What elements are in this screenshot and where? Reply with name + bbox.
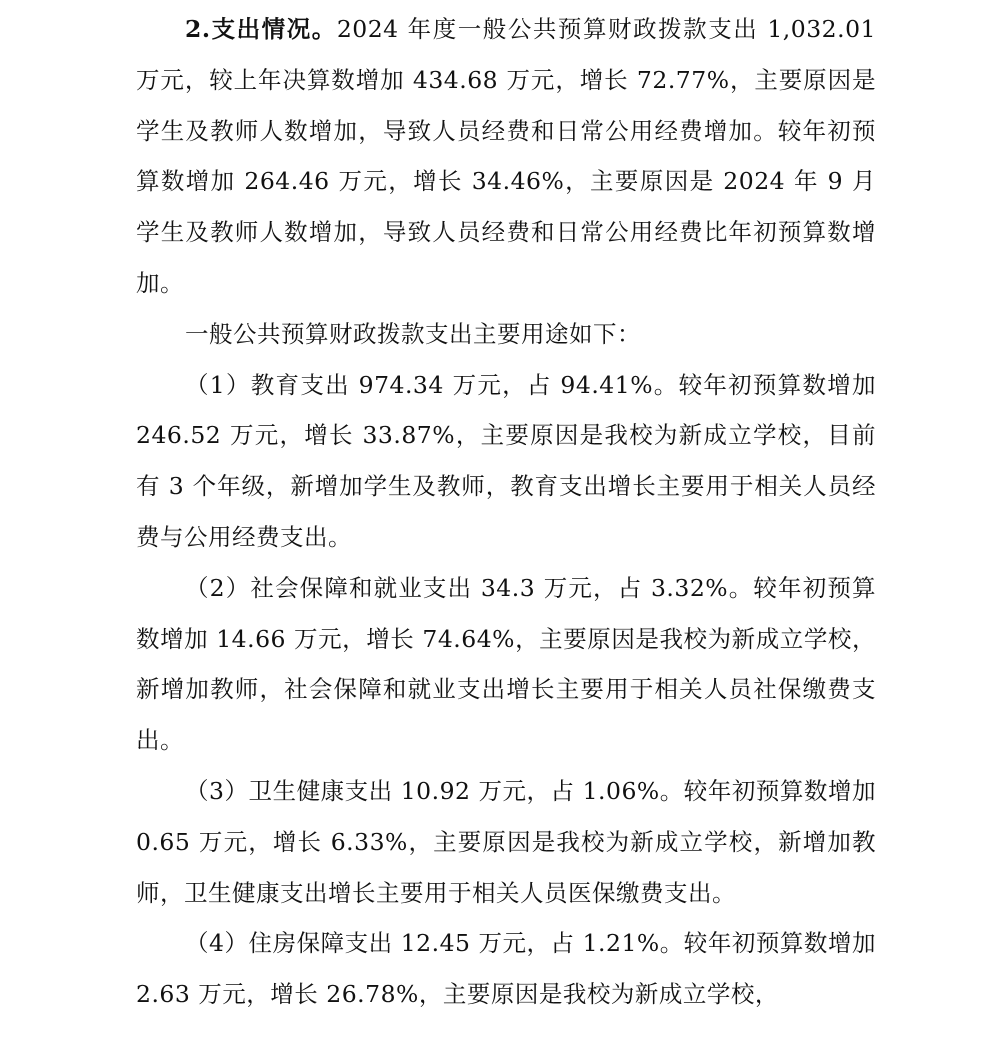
document-page (136, 0, 876, 1020)
expenditure-text: 2024 年度一般公共预算财政拨款支出 1,032.01 万元，较上年决算数增加 434.68 万元，增长 72.77%，主要原因是学生及教师人数增加，导致人员经费和日常公用经费增加。较年初预算数增加 264.46 万元，增长 34.46%，主要原因是 2024 年 9 月学生及教师人数增加，导致人员经费和日常公用经费比年初预算数增加。 (136, 15, 876, 297)
education-paragraph: （1）教育支出 974.34 万元，占 94.41%。较年初预算数增加 246.52 万元，增长 33.87%，主要原因是我校为新成立学校，目前有 3 个年级，新增加学生及教师，教育支出增长主要用于相关人员经费与公用经费支出。 (136, 370, 876, 551)
social-security-paragraph: （2）社会保障和就业支出 34.3 万元，占 3.32%。较年初预算数增加 14.66 万元，增长 74.64%，主要原因是我校为新成立学校，新增加教师，社会保障和就业支出增长主要用于相关人员社保缴费支出。 (136, 573, 876, 755)
expenditure-paragraph (136, 4, 876, 309)
housing-paragraph: （4）住房保障支出 12.45 万元，占 1.21%。较年初预算数增加 2.63 万元，增长 26.78%，主要原因是我校为新成立学校， (136, 929, 876, 1009)
health-paragraph: （3）卫生健康支出 10.92 万元，占 1.06%。较年初预算数增加 0.65 万元，增长 6.33%，主要原因是我校为新成立学校，新增加教师，卫生健康支出增长主要用于相关人员医保缴费支出。 (136, 776, 876, 907)
section-heading: 2.支出情况。 (185, 15, 337, 43)
usage-intro-paragraph: 一般公共预算财政拨款支出主要用途如下： (185, 319, 641, 348)
